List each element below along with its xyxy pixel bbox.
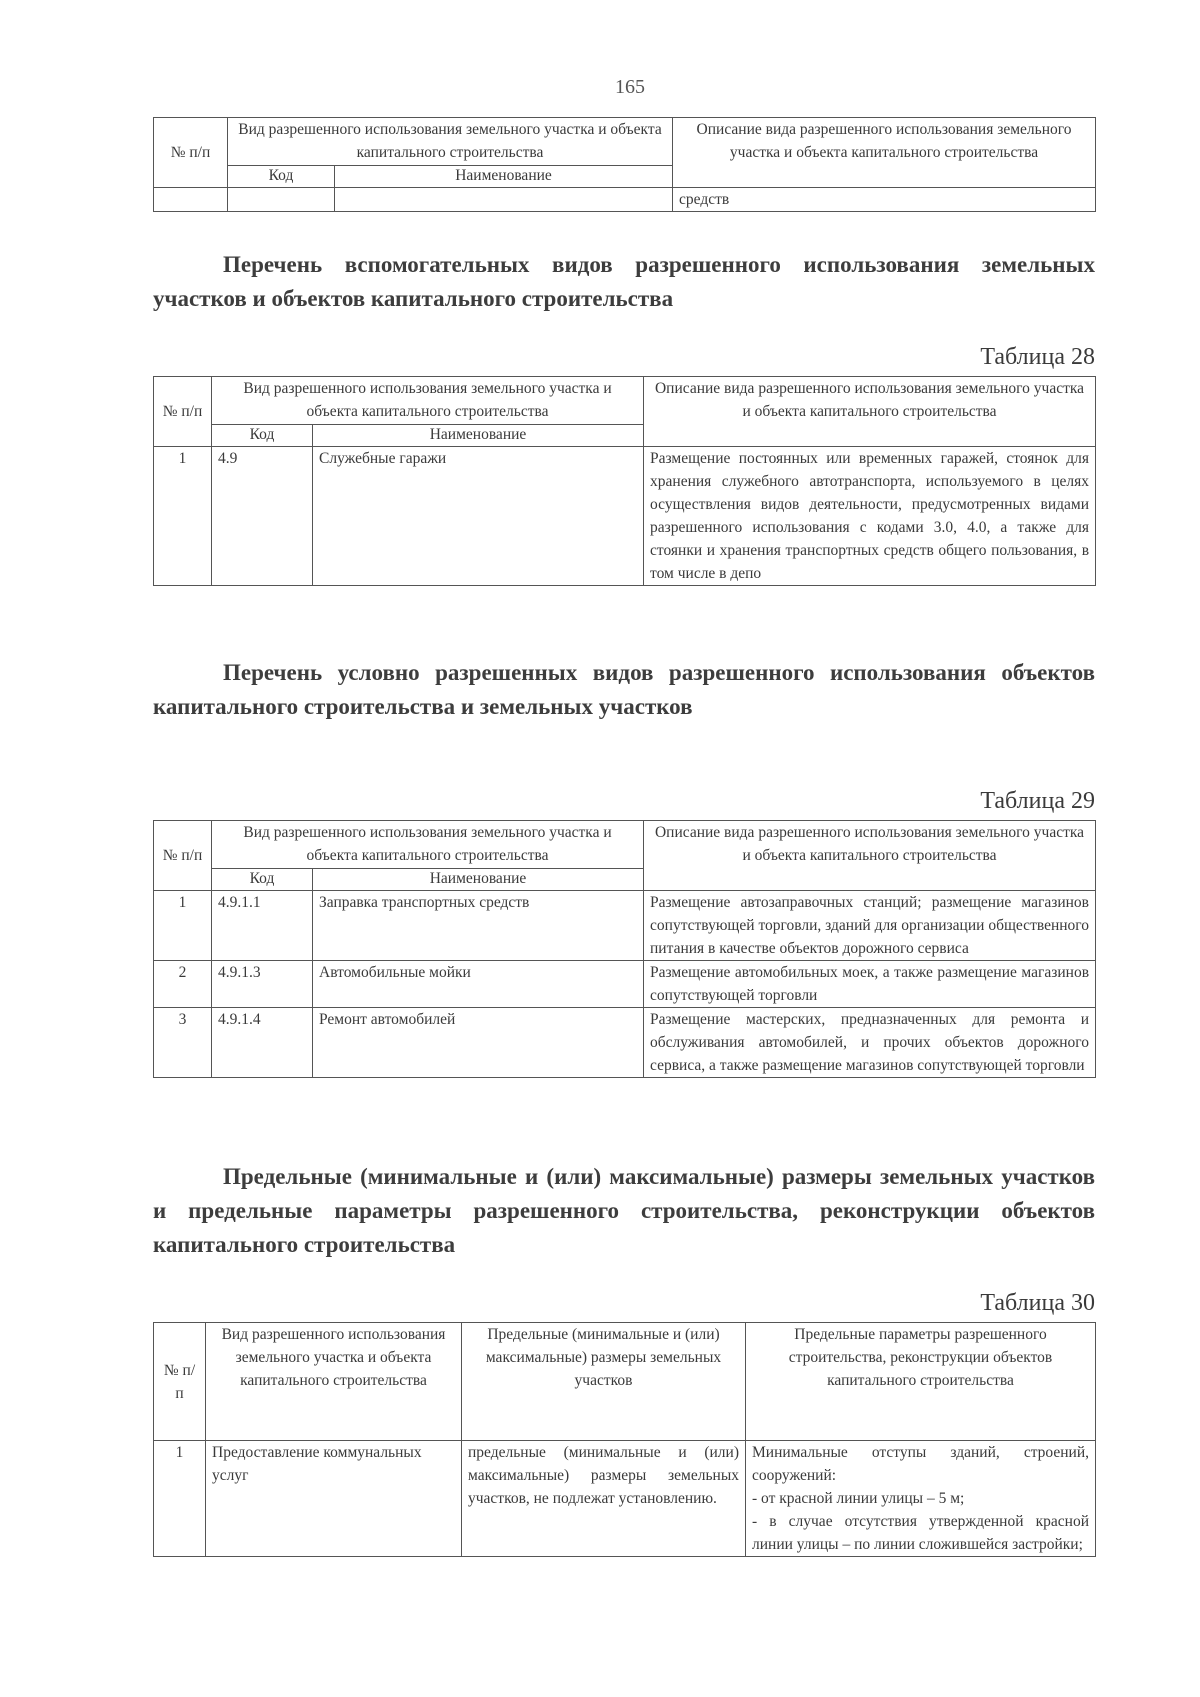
row-desc: Размещение автозаправочных станций; размещение магазинов сопутствующей торговли, зданий для организации общественного питания в качестве объектов дорожного сервиса <box>644 891 1096 961</box>
section-heading: Перечень вспомогательных видов разрешенного использования земельных участков и объектов капитального строительства <box>153 252 1095 311</box>
table-cell <box>228 188 335 212</box>
col-header-num: № п/п <box>154 1323 206 1441</box>
table-row <box>154 1008 1096 1078</box>
table-cell: средств <box>673 188 1096 212</box>
row-params <box>746 1441 1096 1557</box>
row-name: Заправка транспортных средств <box>313 891 644 961</box>
row-num: 1 <box>154 447 212 586</box>
param-line: Минимальные отступы зданий, строений, сооружений: <box>752 1444 1089 1484</box>
param-line: - в случае отсутствия утвержденной красной линии улицы – по линии сложившейся застройки; <box>752 1513 1089 1553</box>
col-header-name: Наименование <box>313 425 644 447</box>
row-name: Ремонт автомобилей <box>313 1008 644 1078</box>
col-header-num: № п/п <box>154 118 228 188</box>
col-header-num: № п/п <box>154 821 212 891</box>
col-header-type: Вид разрешенного использования земельного участка и объекта капитального строительства <box>212 377 644 425</box>
col-header-desc: Описание вида разрешенного использования земельного участка и объекта капитального строительства <box>673 118 1096 188</box>
col-header-type: Вид разрешенного использования земельного участка и объекта капитального строительства <box>212 821 644 869</box>
row-desc: Размещение постоянных или временных гаражей, стоянок для хранения служебного автотранспорта, используемого в целях осуществления видов деятельности, предусмотренных видами разрешенного использования с кодами 3.0, 4.0, а также для стоянки и хранения транспортных средств общего пользования, в том числе в депо <box>644 447 1096 586</box>
table-row <box>154 961 1096 1008</box>
page-number: 165 <box>615 76 645 98</box>
col-header-type: Вид разрешенного использования земельного участка и объекта капитального строительства <box>206 1323 462 1441</box>
row-code: 4.9.1.4 <box>212 1008 313 1078</box>
section-heading: Перечень условно разрешенных видов разрешенного использования объектов капитального строительства и земельных участков <box>153 660 1095 719</box>
col-header-name: Наименование <box>313 869 644 891</box>
row-code: 4.9.1.3 <box>212 961 313 1008</box>
table-cell <box>335 188 673 212</box>
row-type: Предоставление коммунальных услуг <box>206 1441 462 1557</box>
row-num: 1 <box>154 891 212 961</box>
row-code: 4.9.1.1 <box>212 891 313 961</box>
row-num: 1 <box>154 1441 206 1557</box>
table-row <box>154 447 1096 586</box>
col-header-desc: Описание вида разрешенного использования земельного участка и объекта капитального строительства <box>644 821 1096 891</box>
col-header-num: № п/п <box>154 377 212 447</box>
col-header-code: Код <box>212 425 313 447</box>
row-desc: Размещение мастерских, предназначенных для ремонта и обслуживания автомобилей, и прочих объектов дорожного сервиса, а также размещение магазинов сопутствующей торговли <box>644 1008 1096 1078</box>
table-caption: Таблица 30 <box>980 1290 1095 1316</box>
table-28 <box>153 376 1096 586</box>
table-caption: Таблица 29 <box>980 788 1095 814</box>
row-size: предельные (минимальные и (или) максимальные) размеры земельных участков, не подлежат установлению. <box>462 1441 746 1557</box>
row-num: 3 <box>154 1008 212 1078</box>
col-header-desc: Описание вида разрешенного использования земельного участка и объекта капитального строительства <box>644 377 1096 447</box>
row-num: 2 <box>154 961 212 1008</box>
table-29 <box>153 820 1096 1078</box>
row-desc: Размещение автомобильных моек, а также размещение магазинов сопутствующей торговли <box>644 961 1096 1008</box>
section-heading: Предельные (минимальные и (или) максимальные) размеры земельных участков и предельные параметры разрешенного строительства, реконструкции объектов капитального строительства <box>153 1164 1095 1257</box>
table-caption: Таблица 28 <box>980 344 1095 370</box>
table-row <box>154 1441 1096 1557</box>
table-cell <box>154 188 228 212</box>
col-header-size: Предельные (минимальные и (или) максимальные) размеры земельных участков <box>462 1323 746 1441</box>
table-30 <box>153 1322 1096 1557</box>
table-row <box>154 891 1096 961</box>
row-name: Автомобильные мойки <box>313 961 644 1008</box>
col-header-params: Предельные параметры разрешенного строительства, реконструкции объектов капитального строительства <box>746 1323 1096 1441</box>
col-header-name: Наименование <box>335 166 673 188</box>
col-header-code: Код <box>212 869 313 891</box>
row-name: Служебные гаражи <box>313 447 644 586</box>
param-line: - от красной линии улицы – 5 м; <box>752 1490 965 1507</box>
continuation-table <box>153 117 1096 212</box>
col-header-type: Вид разрешенного использования земельного участка и объекта капитального строительства <box>228 118 673 166</box>
col-header-code: Код <box>228 166 335 188</box>
row-code: 4.9 <box>212 447 313 586</box>
